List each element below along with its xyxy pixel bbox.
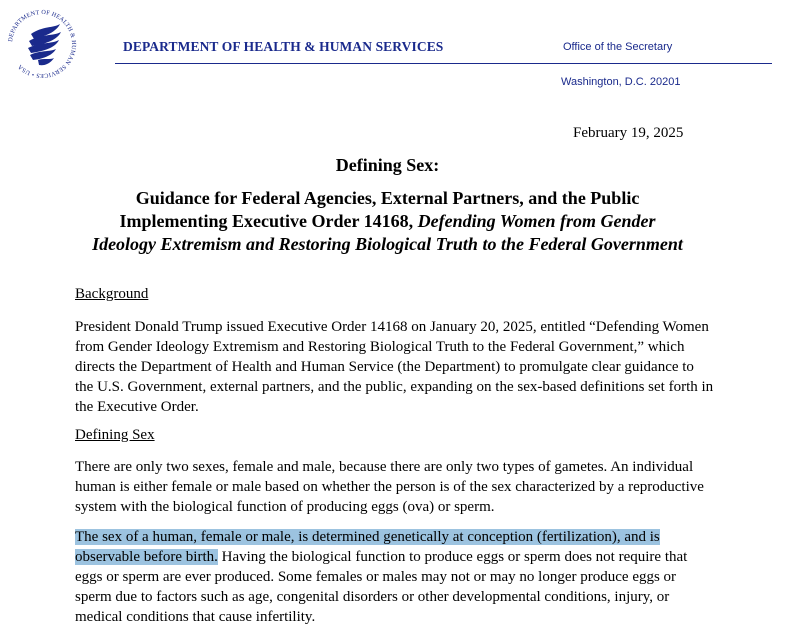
- background-paragraph: President Donald Trump issued Executive Order 14168 on January 20, 2025, entitled “Defending Women from Gender Ideology Extremism and Restoring Biological Truth to the Federal Government,” which directs the Department of Health and Human Service (the Department) to promulgate clear guidance to the U.S. Government, external partners, and the public, expanding on the sex-based definitions set forth in the Executive Order.: [75, 319, 714, 415]
- department-name: DEPARTMENT OF HEALTH & HUMAN SERVICES: [123, 39, 444, 54]
- document-title: Defining Sex:: [335, 155, 440, 175]
- defining-sex-heading: Defining Sex: [75, 427, 155, 443]
- hhs-seal-logo: [4, 6, 80, 82]
- subtitle-line-a: Guidance for Federal Agencies, External Partners, and the Public: [135, 188, 640, 208]
- subtitle-italic-b: Ideology Extremism and Restoring Biological Truth to the Federal Government: [92, 234, 683, 254]
- background-heading: Background: [75, 286, 149, 302]
- office-address: Washington, D.C. 20201: [561, 76, 681, 88]
- subtitle-italic-a: Defending Women from Gender: [417, 211, 656, 231]
- header-divider: [115, 63, 772, 64]
- office-name: Office of the Secretary: [563, 41, 673, 53]
- svg-text:DEPARTMENT OF HEALTH & HUMAN S: DEPARTMENT OF HEALTH & HUMAN SERVICES • USA: [7, 8, 78, 80]
- continued-sentence: Having the biological function to produce eggs or sperm does not require that eggs or sperm are ever produced. Some females or males may not or may no longer produce eggs or sperm due to factors such as age, congenital disorders or other developmental conditions, injury, or medical conditions that cause infertility.: [75, 549, 688, 625]
- defining-sex-paragraph: There are only two sexes, female and male, because there are only two types of gametes. An individual human is either female or male based on whether the person is of the sex characterized by a reproductive system with the biological function of producing eggs (ova) or sperm.: [75, 459, 704, 515]
- document-date: February 19, 2025: [573, 125, 684, 141]
- document-subtitle: [0, 187, 775, 256]
- determination-paragraph: [75, 527, 715, 627]
- subtitle-line-b: Implementing Executive Order 14168,: [119, 211, 414, 231]
- highlighted-sentence: The sex of a human, female or male, is determined genetically at conception (fertilization), and is observable before birth.: [75, 529, 660, 565]
